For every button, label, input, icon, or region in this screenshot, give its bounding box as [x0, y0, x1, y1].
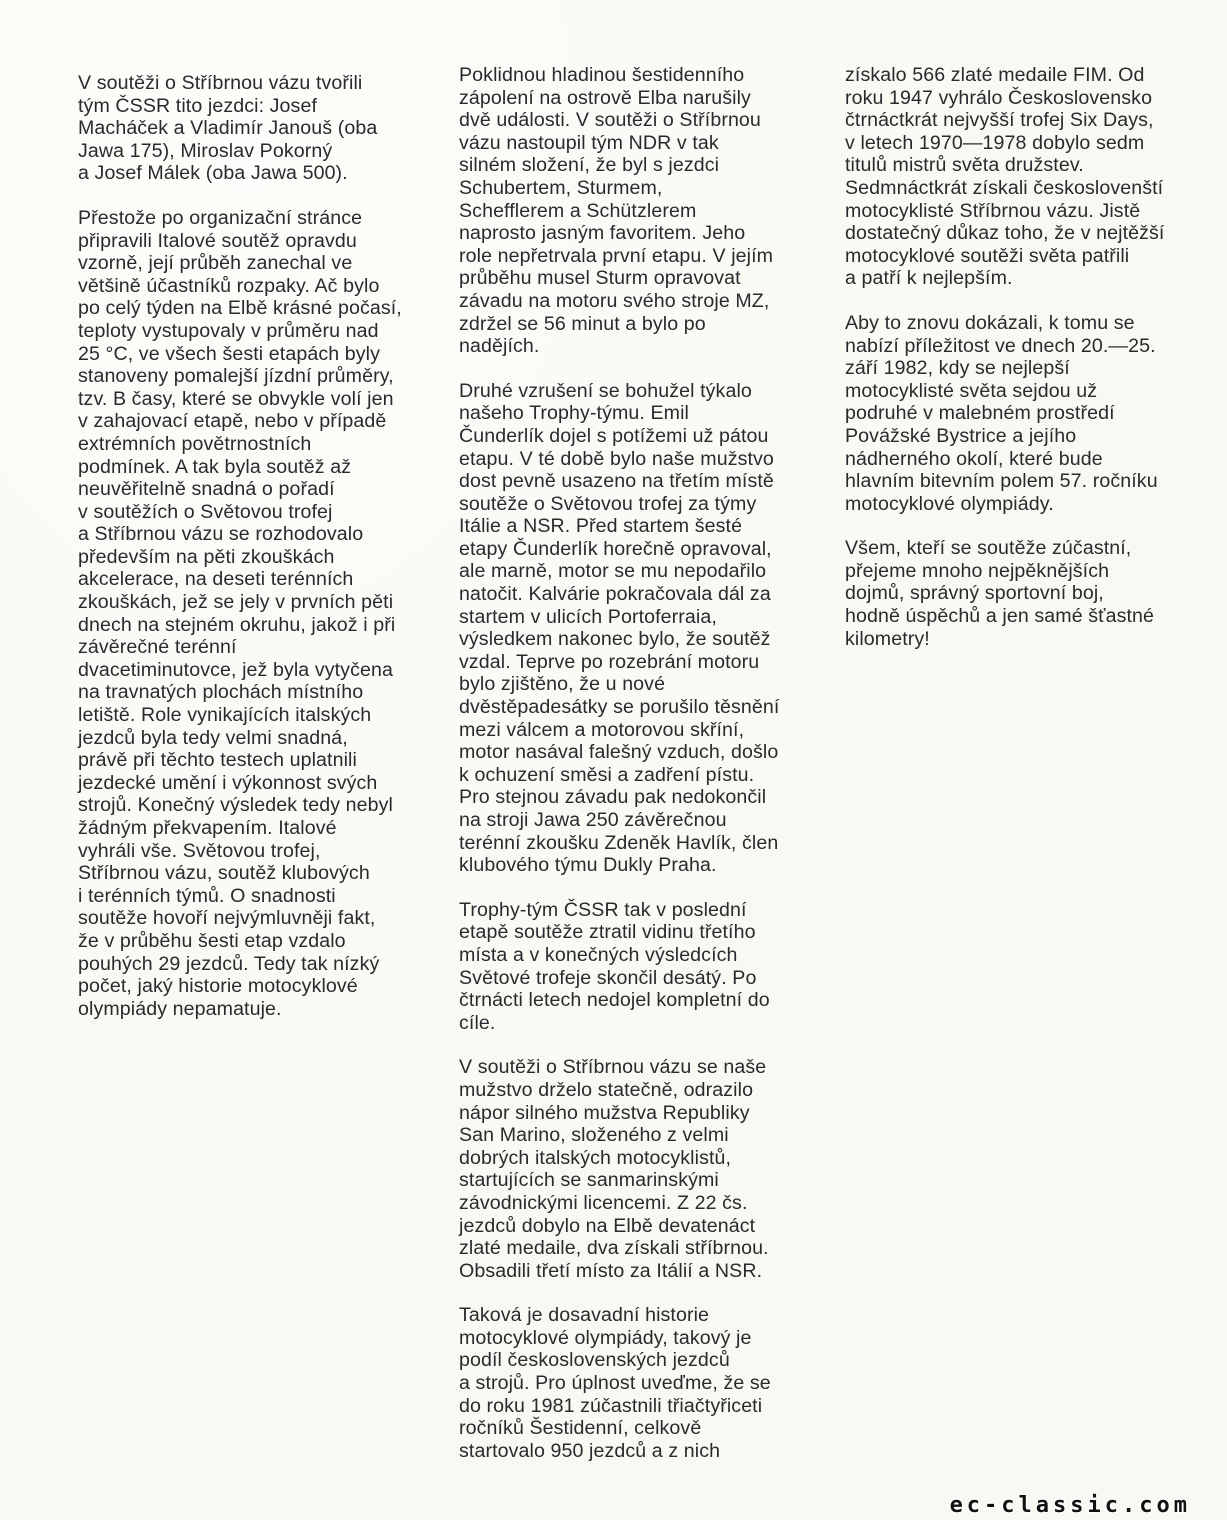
paragraph: Přestože po organizační stránce připravili Italové soutěž opravdu vzorně, její průběh zanechal ve většině účastníků rozpaky. Ač bylo po celý týden na Elbě krásné počasí, teploty vystupovaly v průměru nad 25 °C, ve všech šesti etapách byly stanoveny pomalejší jízdní průměry, tzv. B časy, které se obvykle volí jen v zahajovací etapě, nebo v případě extrémních povětrnostních podmínek. A tak byla soutěž až neuvěřitelně snadná o pořadí v soutěžích o Světovou trofej a Stříbrnou vázu se rozhodovalo především na pěti zkouškách akcelerace, na deseti terénních zkouškách, jež se jely v prvních pěti dnech na stejném okruhu, jakož i při závěrečné terénní dvacetiminutovce, jež byla vytyčena na travnatých plochách místního letiště. Role vynikajících italských jezdců byla tedy velmi snadná, právě při těchto testech uplatnili jezdecké umění i výkonnost svých strojů. Konečný výsledek tedy nebyl žádným překvapením. Italové vyhráli vše. Světovou trofej, Stříbrnou vázu, soutěž klubových i terénních týmů. O snadnosti soutěže hovoří nejvýmluvněji fakt, že v průběhu šesti etap vzdalo pouhých 29 jezdců. Tedy tak nízký počet, jaký historie motocyklové olympiády nepamatuje. [78, 206, 402, 1020]
text-column-1 [78, 72, 440, 1042]
paragraph: Poklidnou hladinou šestidenního zápolení na ostrově Elba narušily dvě události. V soutěži o Stříbrnou vázu nastoupil tým NDR v tak silném složení, že byl s jezdci Schubertem, Sturmem, Schefflerem a Schützlerem naprosto jasným favoritem. Jeho role nepřetrvala první etapu. V jejím průběhu musel Sturm opravovat závadu na motoru svého stroje MZ, zdržel se 56 minut a bylo po nadějích. [459, 64, 774, 358]
paragraph: V soutěži o Stříbrnou vázu tvořili tým ČSSR tito jezdci: Josef Macháček a Vladimír Janouš (oba Jawa 175), Miroslav Pokorný a Josef Málek (oba Jawa 500). [78, 72, 378, 185]
paragraph: Druhé vzrušení se bohužel týkalo našeho Trophy-týmu. Emil Čunderlík dojel s potížemi už pátou etapu. V té době bylo naše mužstvo dost pevně usazeno na třetím místě soutěže o Světovou trofej za týmy Itálie a NSR. Před startem šesté etapy Čunderlík horečně opravoval, ale marně, motor se mu nepodařilo natočit. Kalvárie pokračovala dál za startem v ulicích Portoferraia, výsledkem nakonec bylo, že soutěž vzdal. Teprve po rozebrání motoru bylo zjištěno, že u nové dvěstěpadesátky se porušilo těsnění mezi válcem a motorovou skříní, motor nasával falešný vzduch, došlo k ochuzení směsi a zadření pístu. Pro stejnou závadu pak nedokončil na stroji Jawa 250 závěrečnou terénní zkoušku Zdeněk Havlík, člen klubového týmu Dukly Praha. [459, 379, 780, 877]
text-column-2 [459, 64, 837, 1484]
paragraph: Aby to znovu dokázali, k tomu se nabízí příležitost ve dnech 20.—25. září 1982, kdy se nejlepší motocyklisté světa sejdou už podruhé v malebném prostředí Povážské Bystrice a jejího nádherného okolí, které bude hlavním bitevním polem 57. ročníku motocyklové olympiády. [845, 311, 1158, 515]
paragraph: Všem, kteří se soutěže zúčastní, přejeme mnoho nejpěknějších dojmů, správný sportovní boj, hodně úspěchů a jen samé šťastné kilometry! [845, 537, 1155, 650]
paragraph: V soutěži o Stříbrnou vázu se naše mužstvo drželo statečně, odrazilo nápor silného mužstva Republiky San Marino, složeného z velmi dobrých italských motocyklistů, startujících se sanmarinskými závodnickými licencemi. Z 22 čs. jezdců dobylo na Elbě devatenáct zlaté medaile, dva získali stříbrnou. Obsadili třetí místo za Itálií a NSR. [459, 1056, 769, 1282]
watermark: ec-classic.com [949, 1493, 1191, 1518]
paragraph: získalo 566 zlaté medaile FIM. Od roku 1947 vyhrálo Československo čtrnáctkrát nejvyšší trofej Six Days, v letech 1970—1978 dobylo sedm titulů mistrů světa družstev. Sedmnáctkrát získali českoslovenští motocyklisté Stříbrnou vázu. Jistě dostatečný důkaz toho, že v nejtěžší motocyklové soutěži světa patřili a patří k nejlepším. [845, 64, 1165, 290]
paragraph: Taková je dosavadní historie motocyklové olympiády, takový je podíl československých jezdců a strojů. Pro úplnost uveďme, že se do roku 1981 zúčastnili třiačtyřiceti ročníků Šestidenní, celkově startovalo 950 jezdců a z nich [459, 1304, 771, 1462]
text-column-3 [845, 64, 1205, 672]
paragraph: Trophy-tým ČSSR tak v poslední etapě soutěže ztratil vidinu třetího místa a v konečných výsledcích Světové trofeje skončil desátý. Po čtrnácti letech nedojel kompletní do cíle. [459, 898, 770, 1034]
